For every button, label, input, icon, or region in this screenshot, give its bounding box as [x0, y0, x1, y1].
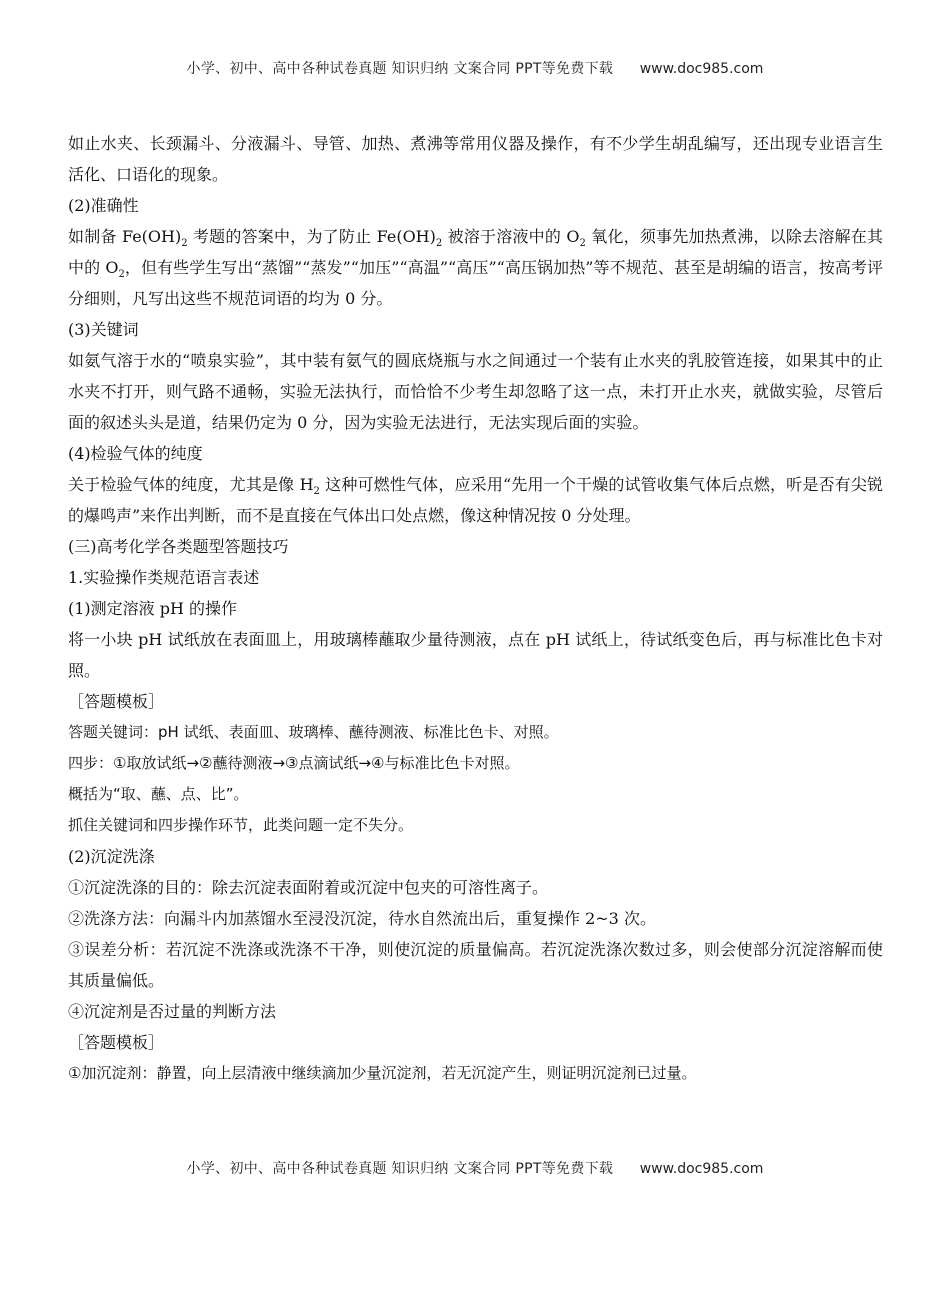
- header-url[interactable]: www.doc985.com: [639, 61, 764, 77]
- text-run: 这种可燃性气体，应采用“先用一个干燥的试管收集气体后点燃，听是否有尖锐的爆鸣声”来作出判断，而不是直接在气体出口处点燃，像这种情况按 0 分处理。: [68, 475, 883, 525]
- paragraph: [68, 686, 883, 717]
- subscript: 2: [435, 238, 443, 250]
- document-body: [68, 128, 883, 1089]
- footer-url[interactable]: www.doc985.com: [639, 1161, 764, 1177]
- text-run: 关于检验气体的纯度，尤其是像 H: [68, 475, 314, 494]
- text-run: (4)检验气体的纯度: [68, 444, 203, 463]
- text-run: (3)关键词: [68, 320, 139, 339]
- text-run: 概括为“取、蘸、点、比”。: [68, 785, 249, 803]
- subscript: 2: [118, 269, 125, 281]
- text-run: 抓住关键词和四步操作环节，此类问题一定不失分。: [68, 816, 414, 834]
- paragraph: [68, 345, 883, 438]
- paragraph: [68, 841, 883, 872]
- paragraph: [68, 934, 883, 996]
- text-run: 四步：①取放试纸→②蘸待测液→③点滴试纸→④与标准比色卡对照。: [68, 754, 520, 772]
- paragraph: [68, 996, 883, 1027]
- text-run: ［答题模板］: [68, 1033, 165, 1052]
- paragraph: [68, 903, 883, 934]
- text-run: 被溶于溶液中的 O: [442, 227, 580, 246]
- text-run: 如氨气溶于水的“喷泉实验”，其中装有氨气的圆底烧瓶与水之间通过一个装有止水夹的乳胶管连接，如果其中的止水夹不打开，则气路不通畅，实验无法执行，而恰恰不少考生却忽略了这一点，未打开止水夹，就做实验，尽管后面的叙述头头是道，结果仍定为 0 分，因为实验无法进行，无法实现后面的实验。: [68, 351, 883, 432]
- text-run: 考题的答案中，为了防止 Fe(OH): [187, 227, 436, 246]
- header-text: 小学、初中、高中各种试卷真题 知识归纳 文案合同 PPT等免费下载: [186, 61, 614, 77]
- text-run: ④沉淀剂是否过量的判断方法: [68, 1002, 277, 1021]
- text-run: (2)准确性: [68, 196, 139, 215]
- paragraph: [68, 810, 883, 841]
- text-run: 答题关键词：pH 试纸、表面皿、玻璃棒、蘸待测液、标准比色卡、对照。: [68, 723, 559, 741]
- text-run: 1.实验操作类规范语言表述: [68, 568, 260, 587]
- text-run: ③误差分析：若沉淀不洗涤或洗涤不干净，则使沉淀的质量偏高。若沉淀洗涤次数过多，则会使部分沉淀溶解而使其质量偏低。: [68, 940, 883, 990]
- text-run: ①沉淀洗涤的目的：除去沉淀表面附着或沉淀中包夹的可溶性离子。: [68, 878, 549, 897]
- subscript: 2: [181, 238, 188, 250]
- paragraph: [68, 531, 883, 562]
- paragraph: [68, 128, 883, 190]
- subscript: 2: [579, 238, 586, 250]
- text-run: ②洗涤方法：向漏斗内加蒸馏水至浸没沉淀，待水自然流出后，重复操作 2~3 次。: [68, 909, 656, 928]
- paragraph: [68, 593, 883, 624]
- paragraph: [68, 221, 883, 314]
- text-run: (1)测定溶液 pH 的操作: [68, 599, 238, 618]
- text-run: 如制备 Fe(OH): [68, 227, 182, 246]
- paragraph: [68, 872, 883, 903]
- paragraph: [68, 1058, 883, 1089]
- paragraph: [68, 624, 883, 686]
- paragraph: [68, 779, 883, 810]
- text-run: ［答题模板］: [68, 692, 165, 711]
- paragraph: [68, 438, 883, 469]
- paragraph: [68, 314, 883, 345]
- paragraph: [68, 469, 883, 531]
- text-run: 如止水夹、长颈漏斗、分液漏斗、导管、加热、煮沸等常用仪器及操作，有不少学生胡乱编写，还出现专业语言生活化、口语化的现象。: [68, 134, 883, 184]
- paragraph: [68, 562, 883, 593]
- page-header: [0, 58, 950, 78]
- paragraph: [68, 717, 883, 748]
- text-run: (2)沉淀洗涤: [68, 847, 155, 866]
- paragraph: [68, 748, 883, 779]
- subscript: 2: [313, 486, 320, 498]
- text-run: (三)高考化学各类题型答题技巧: [68, 537, 289, 556]
- footer-text: 小学、初中、高中各种试卷真题 知识归纳 文案合同 PPT等免费下载: [186, 1161, 614, 1177]
- text-run: 氧化，须事先加热煮沸，以除去溶解在其中的 O: [68, 227, 883, 277]
- paragraph: [68, 190, 883, 221]
- page-footer: [0, 1158, 950, 1178]
- text-run: 将一小块 pH 试纸放在表面皿上，用玻璃棒蘸取少量待测液，点在 pH 试纸上，待试纸变色后，再与标准比色卡对照。: [68, 630, 883, 680]
- text-run: ①加沉淀剂：静置，向上层清液中继续滴加少量沉淀剂，若无沉淀产生，则证明沉淀剂已过量。: [68, 1064, 697, 1082]
- paragraph: [68, 1027, 883, 1058]
- text-run: ，但有些学生写出“蒸馏”“蒸发”“加压”“高温”“高压”“高压锅加热”等不规范、甚至是胡编的语言，按高考评分细则，凡写出这些不规范词语的均为 0 分。: [68, 258, 883, 308]
